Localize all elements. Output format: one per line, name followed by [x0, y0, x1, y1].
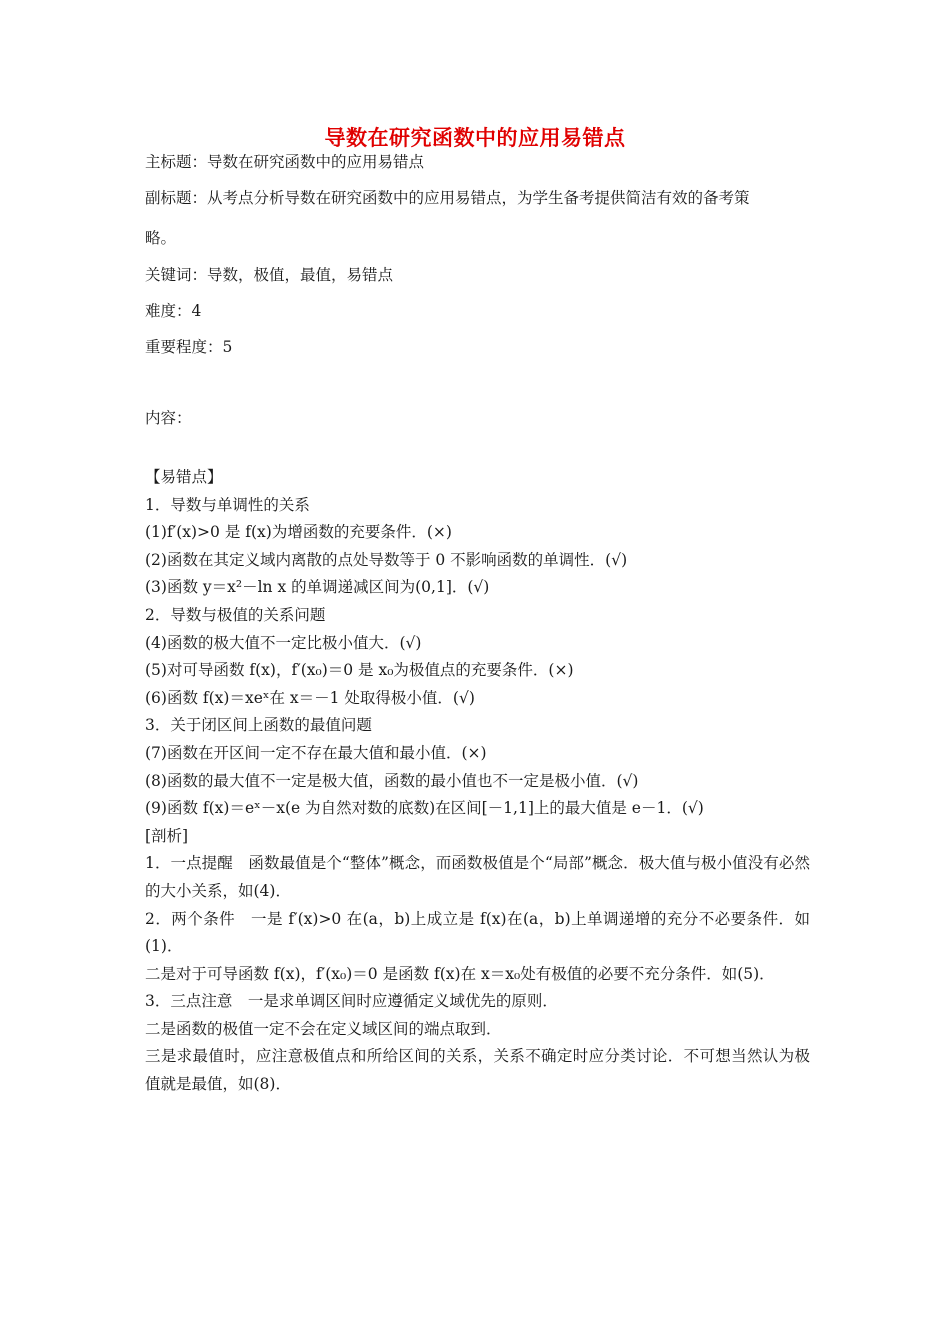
- body-line: (2)函数在其定义域内离散的点处导数等于 0 不影响函数的单调性．(√): [145, 550, 628, 569]
- body-line: (4)函数的极大值不一定比极小值大．(√): [145, 633, 422, 652]
- body-line: (9)函数 f(x)＝eˣ－x(e 为自然对数的底数)在区间[－1,1]上的最大值是 e－1．(√): [145, 799, 704, 818]
- section-header: 【易错点】: [145, 468, 223, 486]
- meta-keywords-text: 关键词：导数，极值，最值，易错点: [145, 266, 394, 284]
- body-line: [剖析]: [145, 826, 189, 845]
- body-line: (5)对可导函数 f(x)，f′(x₀)＝0 是 x₀为极值点的充要条件．(×): [145, 661, 574, 680]
- meta-importance-text: 重要程度：5: [145, 338, 233, 356]
- meta-importance: [145, 335, 810, 359]
- document-title: 导数在研究函数中的应用易错点: [324, 126, 626, 150]
- analysis-paragraph: 1．一点提醒 函数最值是个“整体”概念，而函数极值是个“局部”概念．极大值与极小值没有必然的大小关系，如(4)．: [145, 854, 810, 900]
- body-line: 1．导数与单调性的关系: [145, 495, 310, 514]
- body-line: (3)函数 y＝x²－ln x 的单调递减区间为(0,1]．(√): [145, 578, 490, 597]
- meta-main-title: [145, 150, 810, 174]
- body-line: (7)函数在开区间一定不存在最大值和最小值．(×): [145, 743, 487, 762]
- meta-difficulty-text: 难度：4: [145, 302, 202, 320]
- meta-main-title-text: 主标题：导数在研究函数中的应用易错点: [145, 153, 425, 171]
- body-line: 2．导数与极值的关系问题: [145, 605, 326, 624]
- content-label: 内容：: [145, 409, 192, 427]
- analysis-paragraph: 3．三点注意 一是求单调区间时应遵循定义域优先的原则．: [145, 992, 558, 1011]
- analysis-paragraph: 三是求最值时，应注意极值点和所给区间的关系，关系不确定时应分类讨论．不可想当然认为极值就是最值，如(8)．: [145, 1047, 810, 1094]
- meta-difficulty: [145, 299, 810, 323]
- body-line: (8)函数的最大值不一定是极大值，函数的最小值也不一定是极小值．(√): [145, 771, 639, 790]
- analysis-paragraph: 二是函数的极值一定不会在定义域区间的端点取到．: [145, 1019, 502, 1038]
- analysis-paragraph: 2．两个条件 一是 f′(x)>0 在(a，b)上成立是 f(x)在(a，b)上单调递增的充分不必要条件．如(1)．: [145, 909, 810, 956]
- meta-subtitle-line2: 略。: [145, 229, 177, 247]
- meta-keywords: [145, 263, 810, 287]
- body-line: (6)函数 f(x)＝xeˣ在 x＝－1 处取得极小值．(√): [145, 688, 475, 707]
- analysis-paragraph: 二是对于可导函数 f(x)，f′(x₀)＝0 是函数 f(x)在 x＝x₀处有极值的必要不充分条件．如(5)．: [145, 964, 775, 983]
- body-line: 3．关于闭区间上函数的最值问题: [145, 716, 372, 735]
- body-line: (1)f′(x)>0 是 f(x)为增函数的充要条件．(×): [145, 523, 452, 542]
- meta-subtitle-line1: 副标题：从考点分析导数在研究函数中的应用易错点，为学生备考提供简洁有效的备考策: [145, 189, 750, 207]
- document-body: [145, 464, 810, 1099]
- meta-subtitle: [145, 186, 810, 250]
